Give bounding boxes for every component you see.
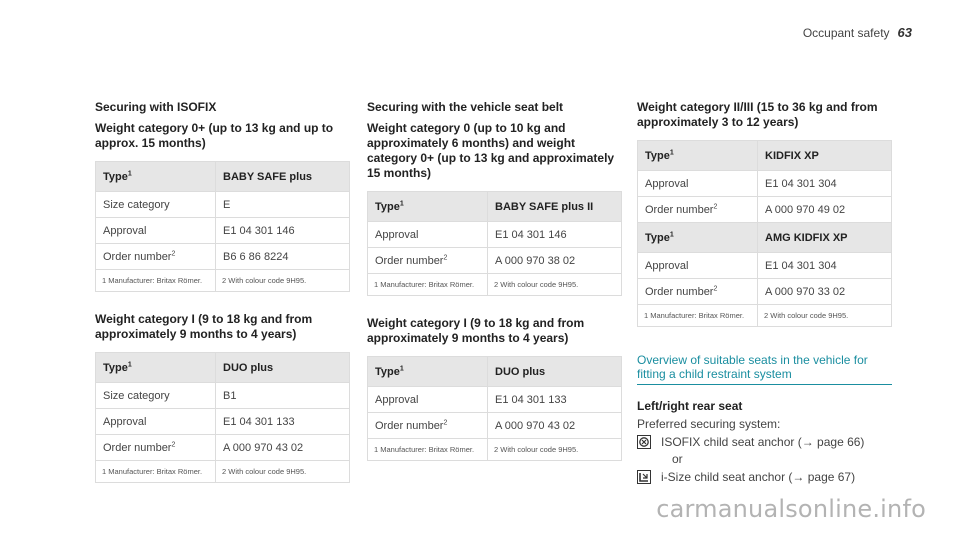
- weight-category-heading: Weight category II/III (15 to 36 kg and from approximately 3 to 12 years): [637, 100, 878, 129]
- row-value: E1 04 301 146: [488, 222, 622, 248]
- table-footnote-row: [96, 270, 350, 292]
- footnote-ref: 1: [127, 169, 132, 177]
- footnote-manufacturer: 1 Manufacturer: Britax Römer.: [96, 461, 216, 483]
- column-isofix: [95, 100, 350, 483]
- spec-table-kidfix-xp: [637, 140, 892, 327]
- row-key: Approval: [368, 222, 488, 248]
- footnote-manufacturer: 1 Manufacturer: Britax Römer.: [638, 305, 758, 327]
- footnote-ref: 1: [127, 360, 132, 368]
- table-row: [96, 383, 350, 409]
- table-footnote-row: [368, 439, 622, 461]
- table-header-row: [368, 357, 622, 387]
- row-key: Order number: [375, 419, 444, 432]
- table-row: [368, 413, 622, 439]
- footnote-ref: 2: [171, 249, 176, 257]
- table-row: [96, 244, 350, 270]
- footnote-colour: 2 With colour code 9H95.: [488, 274, 622, 296]
- row-key: Approval: [96, 409, 216, 435]
- row-value: E1 04 301 304: [758, 171, 892, 197]
- table-row: [368, 248, 622, 274]
- weight-category-heading: Weight category I (9 to 18 kg and from approximately 9 months to 4 years): [95, 312, 313, 341]
- page-header: [803, 25, 912, 40]
- option-i-size: [637, 470, 892, 484]
- footnote-ref: 2: [443, 418, 448, 426]
- column-group-ii-iii: [637, 100, 892, 484]
- overview-heading: Overview of suitable seats in the vehicle for fitting a child restraint system: [637, 353, 892, 385]
- footnote-ref: 2: [443, 253, 448, 261]
- page-number: 63: [897, 25, 912, 40]
- row-value: E1 04 301 133: [216, 409, 350, 435]
- row-value: B6 6 86 8224: [216, 244, 350, 270]
- row-key: Order number: [645, 203, 714, 216]
- type-value: DUO plus: [488, 357, 622, 387]
- isofix-anchor-icon: [637, 435, 651, 449]
- row-value: E1 04 301 304: [758, 253, 892, 279]
- row-key: Approval: [368, 387, 488, 413]
- table-row: [638, 171, 892, 197]
- footnote-ref: 2: [171, 440, 176, 448]
- footnote-manufacturer: 1 Manufacturer: Britax Römer.: [96, 270, 216, 292]
- row-value: A 000 970 49 02: [758, 197, 892, 223]
- row-key: Approval: [638, 171, 758, 197]
- row-key: Approval: [638, 253, 758, 279]
- spec-table-duo-plus: [367, 356, 622, 461]
- type-value: KIDFIX XP: [758, 141, 892, 171]
- footnote-ref: 1: [669, 148, 674, 156]
- type-label: Type: [375, 200, 400, 213]
- option-i-size-text: i-Size child seat anchor (→ page 67): [661, 470, 856, 484]
- spec-table-duo-plus: [95, 352, 350, 483]
- section-title-isofix: Securing with ISOFIX: [95, 100, 217, 114]
- spec-table-baby-safe-plus-ii: [367, 191, 622, 296]
- row-key: Size category: [96, 192, 216, 218]
- row-value: A 000 970 43 02: [488, 413, 622, 439]
- option-isofix-text: ISOFIX child seat anchor (→ page 66): [661, 435, 865, 449]
- table-row: [96, 409, 350, 435]
- type-label: Type: [375, 365, 400, 378]
- row-value: A 000 970 38 02: [488, 248, 622, 274]
- weight-category-heading: Weight category 0 (up to 10 kg and approximately 6 months) and weight category 0+ (up to 13 kg and approximately 15 months): [367, 121, 615, 180]
- row-key: Order number: [645, 285, 714, 298]
- footnote-manufacturer: 1 Manufacturer: Britax Römer.: [368, 439, 488, 461]
- footnote-colour: 2 With colour code 9H95.: [216, 461, 350, 483]
- table-footnote-row: [96, 461, 350, 483]
- spec-table-baby-safe-plus: [95, 161, 350, 292]
- footnote-ref: 1: [399, 364, 404, 372]
- table-header-row: [368, 192, 622, 222]
- i-size-anchor-icon: [637, 470, 651, 484]
- table-row: [638, 197, 892, 223]
- row-value: E1 04 301 133: [488, 387, 622, 413]
- type-value: AMG KIDFIX XP: [758, 223, 892, 253]
- type-value: DUO plus: [216, 353, 350, 383]
- table-row: [96, 192, 350, 218]
- footnote-ref: 1: [669, 230, 674, 238]
- row-key: Approval: [96, 218, 216, 244]
- section-name: Occupant safety: [802, 26, 890, 40]
- row-value: E: [216, 192, 350, 218]
- table-row: [638, 253, 892, 279]
- weight-category-heading: Weight category I (9 to 18 kg and from approximately 9 months to 4 years): [367, 316, 585, 345]
- weight-category-heading: Weight category 0+ (up to 13 kg and up to approx. 15 months): [95, 121, 334, 150]
- table-footnote-row: [368, 274, 622, 296]
- table-row: [96, 435, 350, 461]
- option-isofix: [637, 435, 892, 449]
- type-value: BABY SAFE plus II: [488, 192, 622, 222]
- table-row: [368, 387, 622, 413]
- footnote-colour: 2 With colour code 9H95.: [488, 439, 622, 461]
- row-key: Size category: [96, 383, 216, 409]
- footnote-colour: 2 With colour code 9H95.: [758, 305, 892, 327]
- table-header-row: [96, 162, 350, 192]
- preferred-system-label: Preferred securing system:: [637, 417, 781, 431]
- footnote-ref: 2: [713, 202, 718, 210]
- or-text: or: [672, 452, 683, 466]
- type-label: Type: [103, 361, 128, 374]
- table-header-row: [638, 141, 892, 171]
- table-footnote-row: [638, 305, 892, 327]
- row-value: A 000 970 33 02: [758, 279, 892, 305]
- type-value: BABY SAFE plus: [216, 162, 350, 192]
- row-value: E1 04 301 146: [216, 218, 350, 244]
- footnote-manufacturer: 1 Manufacturer: Britax Römer.: [368, 274, 488, 296]
- row-value: A 000 970 43 02: [216, 435, 350, 461]
- row-value: B1: [216, 383, 350, 409]
- row-key: Order number: [375, 254, 444, 267]
- table-row: [368, 222, 622, 248]
- column-seat-belt: [367, 100, 622, 461]
- type-label: Type: [103, 170, 128, 183]
- row-key: Order number: [103, 441, 172, 454]
- type-label: Type: [645, 231, 670, 244]
- footnote-ref: 1: [399, 199, 404, 207]
- table-header-row: [638, 223, 892, 253]
- table-row: [638, 279, 892, 305]
- section-title-seat-belt: Securing with the vehicle seat belt: [367, 100, 564, 114]
- row-key: Order number: [103, 250, 172, 263]
- footnote-colour: 2 With colour code 9H95.: [216, 270, 350, 292]
- left-right-rear-seat-heading: Left/right rear seat: [637, 399, 743, 413]
- type-label: Type: [645, 149, 670, 162]
- table-row: [96, 218, 350, 244]
- footnote-ref: 2: [713, 284, 718, 292]
- table-header-row: [96, 353, 350, 383]
- watermark: carmanualsonline.info: [656, 495, 926, 523]
